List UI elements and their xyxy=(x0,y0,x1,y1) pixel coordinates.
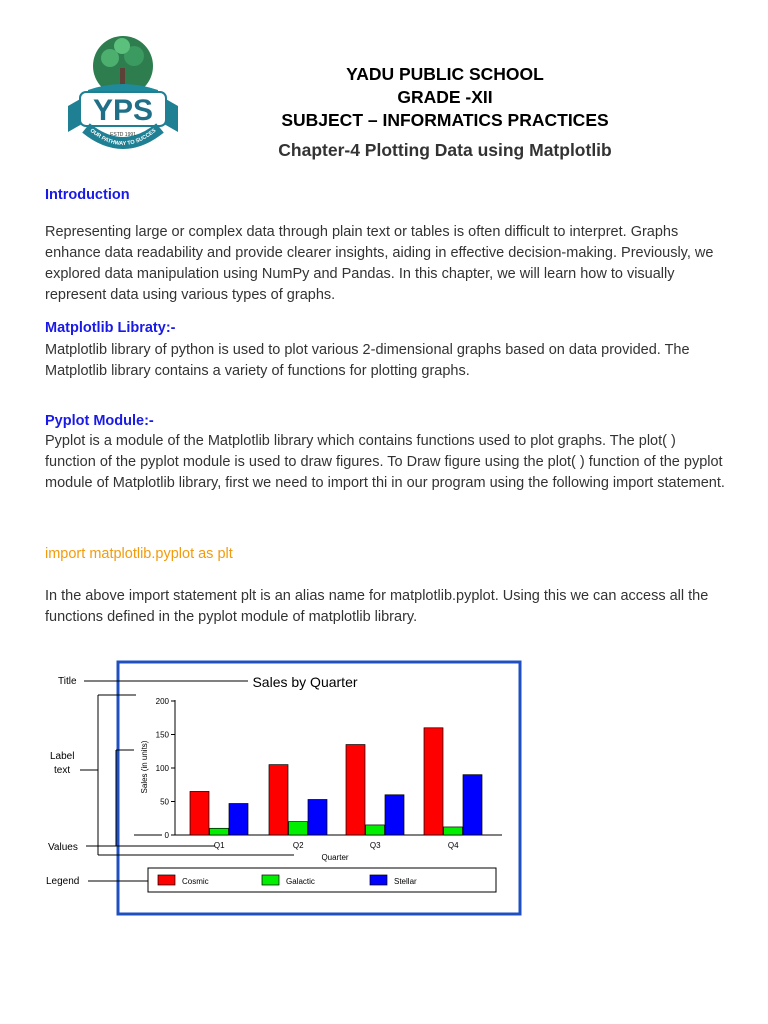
y-tick-label: 100 xyxy=(155,764,169,773)
logo-estd: ESTD 1991 xyxy=(110,132,136,138)
bar-cosmic-q3 xyxy=(346,745,365,835)
library-paragraph: Matplotlib library of python is used to plot various 2-dimensional graphs based on data provided. The Matplotlib library contains a variety of functions for plotting graphs. xyxy=(45,342,690,379)
bar-stellar-q2 xyxy=(308,799,327,835)
annotation-legend: Legend xyxy=(46,876,80,887)
legend-swatch-galactic xyxy=(262,875,279,885)
y-tick-label: 150 xyxy=(155,730,169,740)
bar-cosmic-q4 xyxy=(424,728,443,835)
intro-heading: Introduction xyxy=(45,187,130,203)
alias-paragraph: In the above import statement plt is an alias name for matplotlib.pyplot. Using this we can access all the functions defined in the pyplot module of matplotlib library. xyxy=(45,588,709,625)
legend-swatch-stellar xyxy=(370,875,387,885)
y-tick-label: 50 xyxy=(160,797,169,807)
annotation-label-1: Label xyxy=(50,751,75,762)
chapter-title: Chapter-4 Plotting Data using Matplotlib xyxy=(278,140,612,160)
bar-stellar-q3 xyxy=(385,795,404,835)
y-axis-label: Sales (in units) xyxy=(140,740,149,794)
legend-label-galactic: Galactic xyxy=(286,877,315,886)
library-heading: Matplotlib Libraty:- xyxy=(45,320,176,336)
annotation-title: Title xyxy=(58,676,77,687)
subject-label: SUBJECT – INFORMATICS PRACTICES xyxy=(281,110,609,130)
annotation-label-2: text xyxy=(54,765,71,776)
grade-label: GRADE -XII xyxy=(397,87,493,107)
logo-text: YPS xyxy=(92,94,154,127)
school-logo xyxy=(58,28,188,158)
bar-cosmic-q1 xyxy=(190,791,209,835)
chart-title: Sales by Quarter xyxy=(252,674,358,690)
x-axis-label: Quarter xyxy=(321,853,349,862)
bar-galactic-q1 xyxy=(210,828,229,835)
chart-figure xyxy=(40,655,530,923)
school-name: YADU PUBLIC SCHOOL xyxy=(346,64,544,84)
pyplot-heading: Pyplot Module:- xyxy=(45,413,154,429)
bar-galactic-q4 xyxy=(444,827,463,835)
x-tick-label: Q4 xyxy=(447,841,459,850)
pyplot-paragraph: Pyplot is a module of the Matplotlib library which contains functions used to plot graphs. The plot( ) function of the pyplot module is used to draw figures. To Draw figure using the plot( ) function of the pyplot module of Matplotlib library, first we need to import thi in our program using the following import statement. xyxy=(45,433,725,491)
y-tick-label: 200 xyxy=(155,697,169,706)
intro-paragraph: Representing large or complex data through plain text or tables is often difficult to interpret. Graphs enhance data readability and provide clearer insights, aiding in effective decision-making. Previously, we explored data manipulation using NumPy and Pandas. In this chapter, we will learn how to visually represent data using various types of graphs. xyxy=(45,224,714,303)
legend-swatch-cosmic xyxy=(158,875,175,885)
import-statement: import matplotlib.pyplot as plt xyxy=(45,546,233,562)
bar-galactic-q3 xyxy=(366,825,385,835)
logo-tagline: OUR PATHWAY TO SUCCES xyxy=(88,127,158,148)
legend-label-stellar: Stellar xyxy=(394,877,417,886)
bar-stellar-q1 xyxy=(229,804,248,835)
bar-galactic-q2 xyxy=(289,822,308,835)
bar-stellar-q4 xyxy=(463,775,482,835)
x-tick-label: Q2 xyxy=(292,841,304,850)
x-tick-label: Q1 xyxy=(213,841,225,850)
x-tick-label: Q3 xyxy=(369,841,381,850)
legend-label-cosmic: Cosmic xyxy=(182,877,209,886)
y-tick-label: 0 xyxy=(164,831,169,840)
bar-cosmic-q2 xyxy=(269,765,288,835)
annotation-values: Values xyxy=(48,842,78,853)
